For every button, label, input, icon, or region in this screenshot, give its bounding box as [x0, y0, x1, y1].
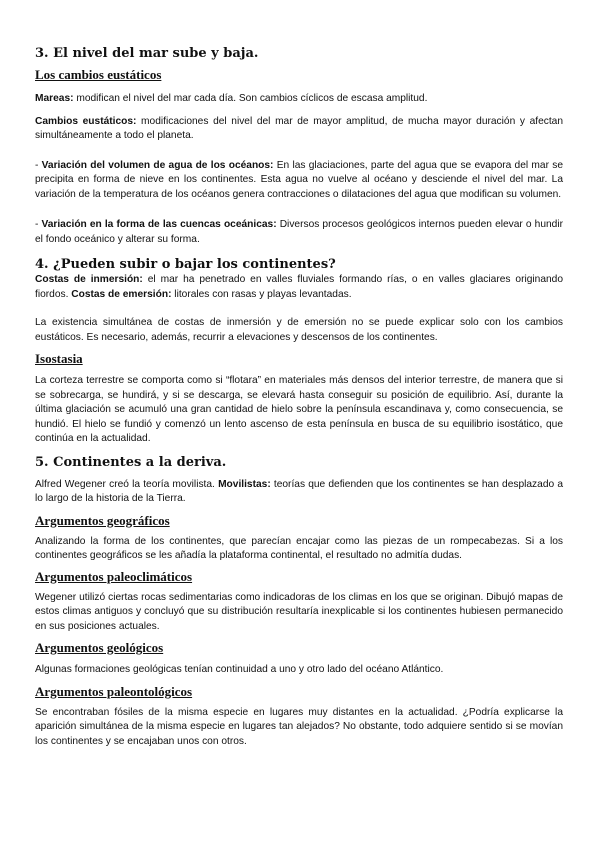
term-cambios-eustaticos: Cambios eustáticos: [35, 115, 137, 127]
subheading-argumentos-geologicos: Argumentos geológicos [35, 640, 164, 655]
subheading-argumentos-paleoclimaticos: Argumentos paleoclimáticos [35, 568, 193, 584]
paragraph-variacion-volumen: - Variación del volumen de agua de los océanos: En las glaciaciones, parte del agua que se evapora del mar se precipita en forma de nieve en los continentes. Esta agua no vuelve al océano y desciende el nivel del mar. La variación de la temperatura de los océanos genera contracciones o dilataciones del agua que modifican su volumen. [35, 159, 563, 200]
paragraph-wegener: Alfred Wegener creó la teoría movilista. Movilistas: teorías que defienden que los continentes se han desplazado a lo largo de la historia de la Tierra. [35, 478, 563, 504]
subheading-argumentos-paleontologicos: Argumentos paleontológicos [35, 683, 193, 699]
subheading-isostasia: Isostasia [35, 351, 83, 366]
term-variacion-volumen: Variación del volumen de agua de los océanos: [41, 159, 274, 171]
term-costas-emersion: Costas de emersión: [71, 288, 172, 300]
term-mareas: Mareas: [35, 93, 74, 104]
subheading-argumentos-geograficos: Argumentos geográficos [35, 512, 170, 528]
paragraph-variacion-forma: - Variación en la forma de las cuencas oceánicas: Diversos procesos geológicos internos pueden elevar o hundir el fondo oceánico y alterar su forma. [35, 219, 563, 245]
paragraph-costas: Costas de inmersión: el mar ha penetrado en valles fluviales formando rías, o en valles glaciares originando fiordos. Costas de emersión: litorales con rasas y playas levantadas. [35, 274, 563, 300]
section-3-heading: 3. El nivel del mar sube y baja. [35, 46, 259, 61]
paragraph-argumentos-paleontologicos: Se encontraban fósiles de la misma especie en lugares muy distantes en la actualidad. ¿Podría explicarse la aparición simultánea de la misma especie en lugares tan alejados? No obstante, todo adquiere sentido si se movían los continentes y se encajaban unos con otros. [35, 706, 563, 747]
paragraph-argumentos-paleoclimaticos: Wegener utilizó ciertas rocas sedimentarias como indicadoras de los climas en los que se originan. Dibujó mapas de estos climas antiguos y concluyó que su distribución resultaría inexplicable si los continentes hubiesen permanecido en sus posiciones actuales. [35, 591, 563, 632]
paragraph-existencia-simultanea: La existencia simultánea de costas de inmersión y de emersión no se puede explicar solo con los cambios eustáticos. Es necesario, además, recurrir a elevaciones y descensos de los continentes. [35, 317, 563, 343]
paragraph-isostasia: La corteza terrestre se comporta como si “flotara” en materiales más densos del interior terrestre, de manera que si se sobrecarga, se hundirá, y si se descarga, se elevará hasta conseguir su posición de equilibrio. Así, durante la última glaciación se acumuló una gran cantidad de hielo sobre la península escandinava y, como consecuencia, se hundió. El hielo se fundió y comenzó un lento ascenso de esta península en busca de su equilibrio isostático, que continúa en la actualidad. [35, 375, 563, 444]
section-5-heading: 5. Continentes a la deriva. [35, 454, 227, 470]
paragraph-cambios-eustaticos: Cambios eustáticos: modificaciones del nivel del mar de mayor amplitud, de mucha mayor duración y afectan simultáneamente a todo el planeta. [35, 115, 563, 141]
subheading-cambios-eustaticos: Los cambios eustáticos [35, 67, 162, 82]
section-4-heading: 4. ¿Pueden subir o bajar los continentes? [35, 257, 336, 272]
paragraph-argumentos-geograficos: Analizando la forma de los continentes, que parecían encajar como las piezas de un rompecabezas. Si a los continentes geográficos se les añadía la plataforma continental, el resultado no admitía dudas. [35, 535, 563, 561]
document-page [35, 46, 563, 749]
term-variacion-forma: Variación en la forma de las cuencas oceánicas: [41, 219, 277, 230]
term-movilistas: Movilistas: [218, 478, 271, 490]
paragraph-mareas: Mareas: modifican el nivel del mar cada día. Son cambios cíclicos de escasa amplitud. [35, 93, 428, 104]
paragraph-argumentos-geologicos: Algunas formaciones geológicas tenían continuidad a uno y otro lado del océano Atlántico. [35, 664, 444, 675]
term-costas-inmersion: Costas de inmersión: [35, 274, 143, 285]
